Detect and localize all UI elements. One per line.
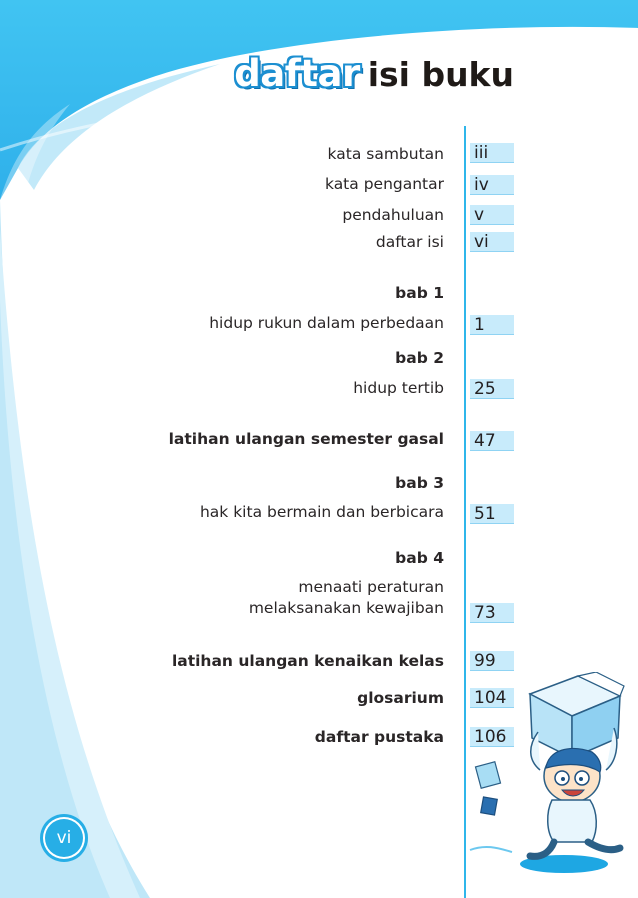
title-isi-buku: isi buku <box>367 55 514 94</box>
toc-chapter-heading: bab 1 <box>395 284 444 302</box>
toc-chapter-heading: bab 4 <box>395 549 444 567</box>
toc-entry-label: daftar pustaka <box>314 728 444 746</box>
toc-page-box: 25 <box>470 379 514 399</box>
toc-entry-label: glosarium <box>357 689 444 707</box>
toc-page-box: vi <box>470 232 514 252</box>
toc-entry-label: kata pengantar <box>324 175 444 193</box>
toc-page-box: iii <box>470 143 514 163</box>
toc-entry-label: latihan ulangan kenaikan kelas <box>171 652 444 670</box>
toc-page-box: 99 <box>470 651 514 671</box>
toc-chapter-heading: bab 3 <box>395 474 444 492</box>
toc-entry-label: hak kita bermain dan berbicara <box>199 503 444 521</box>
toc-entry-label: pendahuluan <box>342 206 444 224</box>
toc-page-box: v <box>470 205 514 225</box>
toc-divider-line <box>464 126 466 898</box>
toc-page-box: 73 <box>470 603 514 623</box>
toc-entry-label-line1: menaati peraturan <box>298 578 444 596</box>
toc-chapter-heading: bab 2 <box>395 349 444 367</box>
toc-entry-label-line2: melaksanakan kewajiban <box>248 599 444 617</box>
toc-page-box: 47 <box>470 431 514 451</box>
toc-page-box: 51 <box>470 504 514 524</box>
boy-carrying-box-illustration <box>468 672 638 882</box>
toc-page-box: 1 <box>470 315 514 335</box>
toc-page-box: 104 <box>470 688 514 708</box>
toc-entry-label: hidup tertib <box>353 379 444 397</box>
toc-page-box: iv <box>470 175 514 195</box>
page-title <box>0 52 514 95</box>
toc-entry-label: latihan ulangan semester gasal <box>168 430 444 448</box>
toc-entry-label: hidup rukun dalam perbedaan <box>209 314 444 332</box>
toc-entry-label: kata sambutan <box>327 145 444 163</box>
page-number-badge: vi <box>40 814 88 862</box>
title-daftar: daftar <box>234 52 360 95</box>
toc-entry-label: daftar isi <box>375 233 444 251</box>
toc-page-box: 106 <box>470 727 514 747</box>
